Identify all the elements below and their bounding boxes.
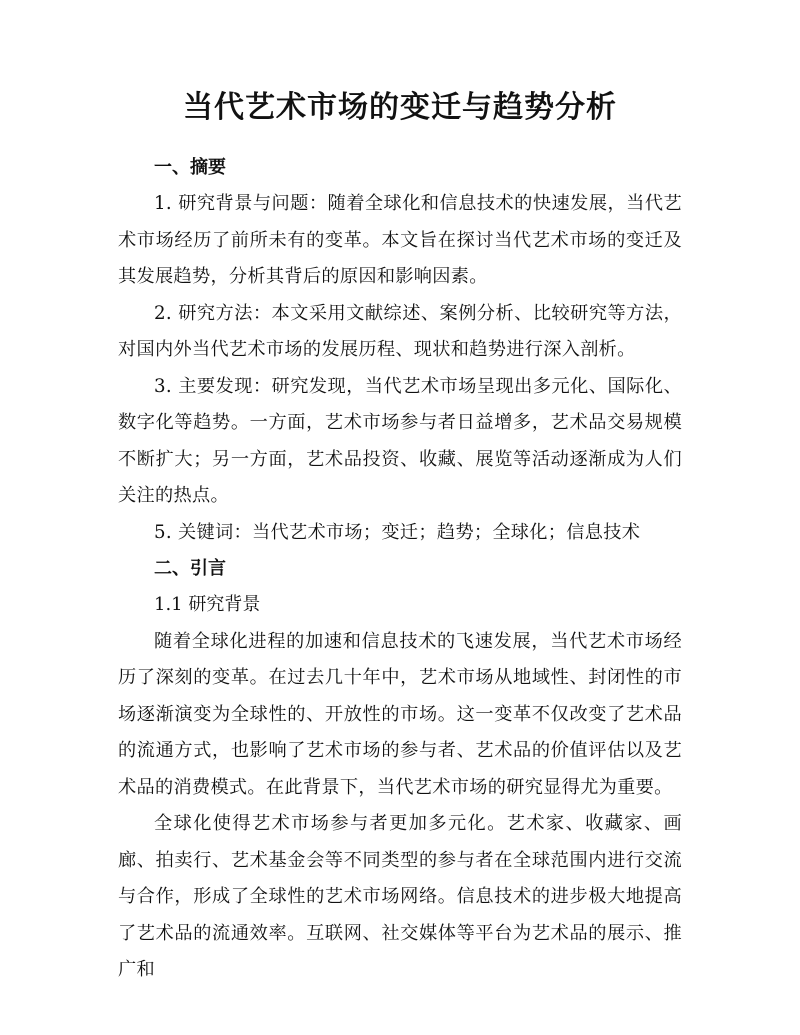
document-title: 当代艺术市场的变迁与趋势分析 bbox=[183, 90, 617, 125]
abstract-heading: 一、摘要 bbox=[154, 157, 226, 178]
abstract-item-1: 1. 研究背景与问题：随着全球化和信息技术的快速发展，当代艺术市场经历了前所未有的变革。本文旨在探讨当代艺术市场的变迁及其发展趋势，分析其背后的原因和影响因素。 bbox=[118, 193, 682, 287]
introduction-paragraph-1: 随着全球化进程的加速和信息技术的飞速发展，当代艺术市场经历了深刻的变革。在过去几十年中，艺术市场从地域性、封闭性的市场逐渐演变为全球性的、开放性的市场。这一变革不仅改变了艺术品的流通方式，也影响了艺术市场的参与者、艺术品的价值评估以及艺术品的消费模式。在此背景下，当代艺术市场的研究显得尤为重要。 bbox=[118, 630, 682, 798]
introduction-paragraph-2: 全球化使得艺术市场参与者更加多元化。艺术家、收藏家、画廊、拍卖行、艺术基金会等不同类型的参与者在全球范围内进行交流与合作，形成了全球性的艺术市场网络。信息技术的进步极大地提高了艺术品的流通效率。互联网、社交媒体等平台为艺术品的展示、推广和 bbox=[118, 813, 682, 980]
abstract-item-3: 3. 主要发现：研究发现，当代艺术市场呈现出多元化、国际化、数字化等趋势。一方面，艺术市场参与者日益增多，艺术品交易规模不断扩大；另一方面，艺术品投资、收藏、展览等活动逐渐成为人们关注的热点。 bbox=[118, 375, 682, 506]
introduction-subheading: 1.1 研究背景 bbox=[154, 594, 261, 615]
abstract-item-2: 2. 研究方法：本文采用文献综述、案例分析、比较研究等方法，对国内外当代艺术市场的发展历程、现状和趋势进行深入剖析。 bbox=[118, 302, 682, 360]
introduction-heading: 二、引言 bbox=[154, 558, 226, 579]
abstract-keywords: 5. 关键词：当代艺术市场；变迁；趋势；全球化；信息技术 bbox=[154, 521, 641, 543]
